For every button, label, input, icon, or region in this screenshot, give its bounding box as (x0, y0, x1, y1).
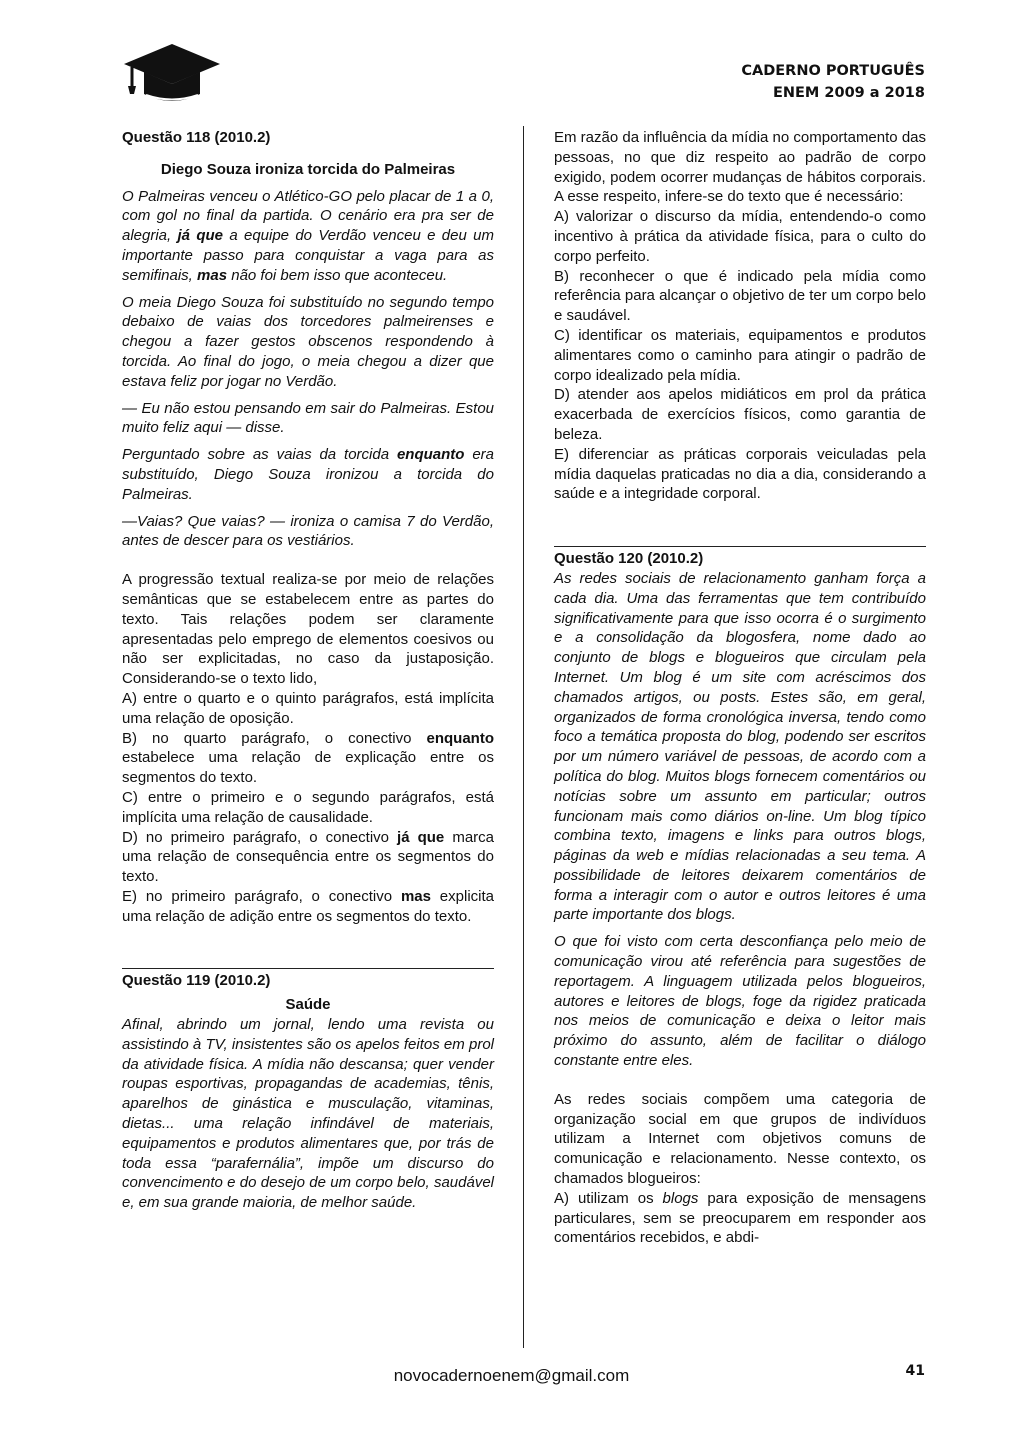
text: Perguntado sobre as vaias da torcida (122, 446, 397, 464)
page-number: 41 (905, 1363, 925, 1379)
footer-email: novocadernoenem@gmail.com (393, 1366, 630, 1385)
q120-stem: As redes sociais compõem uma categoria de organização social em que grupos de indivíduos utilizam a Internet com objetivos comuns de comunicação e relacionamento. Nesse contexto, os chamados blogueiros: (554, 1090, 926, 1188)
q120-paragraph-1: As redes sociais de relacionamento ganham força a cada dia. Uma das ferramentas que tem contribuído significativamente para que isso ocorra é o surgimento e a consolidação da blogosfera, nome dado ao conjunto de blogs e blogueiros que circulam pela Internet. Um blog é um site com acréscimos dos chamados artigos, ou posts. Estes são, em geral, organizados de forma cronológica inversa, tendo como foco a temática proposta do blog, podendo ser escritos por um número variável de pessoas, de acordo com a política do blog. Muitos blogs fornecem comentários ou notícias sobre um assunto em particular; outros funcionam mais como diários on-line. Um blog típico combina texto, imagens e links para outros blogs, páginas da web e mídias relacionadas a seu tema. A possibilidade de leitores deixarem comentários de forma a interagir com o autor e outros leitores é uma parte importante dos blogs. (554, 569, 926, 924)
q118-option-d (122, 828, 494, 887)
column-divider (523, 126, 524, 1348)
q118-option-a: A) entre o quarto e o quinto parágrafos, está implícita uma relação de oposição. (122, 689, 494, 727)
text: marca uma relação de consequência entre os segmentos do texto. (122, 828, 494, 886)
text: B) no quarto parágrafo, o conectivo (122, 729, 427, 747)
q119-option-a: A) valorizar o discurso da mídia, entendendo-o como incentivo à prática da atividade física, para o culto do corpo perfeito. (554, 208, 926, 265)
text: A) utilizam os (554, 1189, 663, 1207)
graduation-cap-logo (122, 42, 222, 106)
question-118-title: Diego Souza ironiza torcida do Palmeiras (160, 160, 456, 178)
q118-stem: A progressão textual realiza-se por meio de relações semânticas que se estabelecem entre as partes do texto. Tais relações podem ser claramente apresentadas pelo emprego de elementos coesivos ou não ser explicitadas, no caso da justaposição. Considerando-se o texto lido, (122, 571, 494, 688)
q118-paragraph-4 (122, 445, 494, 504)
q119-option-d: D) atender aos apelos midiáticos em prol da prática exacerbada de exercícios físicos, como garantia de beleza. (554, 386, 926, 443)
text: enquanto (426, 729, 494, 747)
q119-option-e: E) diferenciar as práticas corporais veiculadas pela mídia daquelas praticadas no dia a dia, considerando a saúde e a integridade corporal. (554, 445, 926, 503)
text: a equipe do Verdão venceu e deu um importante passo para conquistar a vaga para as semifinais, (122, 227, 494, 284)
text: blogs (662, 1189, 699, 1207)
text: explicita uma relação de adição entre os segmentos do texto. (122, 887, 494, 925)
q118-paragraph-3: — Eu não estou pensando em sair do Palmeiras. Estou muito feliz aqui — disse. (122, 399, 494, 437)
q120-paragraph-2: O que foi visto com certa desconfiança pelo meio de comunicação virou até referência para sugestões de reportagem. A linguagem utilizada pelos blogueiros, autores e leitores de blogs, foge da rigidez praticada nos meios de comunicação e deixa o leitor mais próximo do assunto, além de facilitar o diálogo constante entre eles. (554, 933, 926, 1070)
text: era substituído, Diego Souza ironizou a torcida do Palmeiras. (122, 446, 494, 503)
question-120-label: Questão 120 (2010.2) (554, 550, 704, 568)
q120-separator (554, 546, 926, 569)
q118-paragraph-5: —Vaias? Que vaias? — ironiza o camisa 7 do Verdão, antes de descer para os vestiários. (122, 512, 494, 550)
q119-text: Afinal, abrindo um jornal, lendo uma revista ou assistindo à TV, insistentes são os apelos feitos em prol da atividade física. A mídia não descansa; quer vender roupas esportivas, propagandas de academias, tênis, aparelhos de ginástica e musculação, vitaminas, dietas... uma relação infindável de materiais, equipamentos e produtos alimentares que, por trás de toda essa “parafernália”, impõe um discurso do convencimento e do desejo de um corpo belo, saudável e, em sua grande maioria, de melhor saúde. (122, 1016, 494, 1212)
question-118-label: Questão 118 (2010.2) (122, 129, 271, 146)
connective-ja-que: já que (177, 227, 224, 245)
text: estabelece uma relação de explicação entre os segmentos do texto. (122, 749, 494, 787)
text: E) no primeiro parágrafo, o conectivo (122, 887, 401, 905)
header-subtitle: ENEM 2009 a 2018 (772, 85, 925, 101)
text: O Palmeiras venceu o Atlético-GO pelo placar de 1 a 0, com gol no final da partida. O cenário era pra ser de alegria, (122, 187, 494, 245)
connective-enquanto: enquanto (396, 446, 465, 464)
header-title: CADERNO PORTUGUÊS (741, 63, 925, 79)
q119-stem: Em razão da influência da mídia no comportamento das pessoas, no que diz respeito ao padrão de corpo exigido, podem ocorrer mudanças de hábitos corporais. A esse respeito, infere-se do texto que é necessário: (554, 129, 926, 206)
q119-separator (122, 968, 494, 991)
text: mas (400, 887, 431, 905)
left-column (122, 128, 494, 1213)
right-column (554, 128, 926, 1248)
text: D) no primeiro parágrafo, o conectivo (122, 828, 398, 846)
q118-paragraph-2: O meia Diego Souza foi substituído no segundo tempo debaixo de vaias dos torcedores palmeirenses e chegou a fazer gestos obscenos respondendo à torcida. Ao final do jogo, o meia chegou a dizer que estava feliz por jogar no Verdão. (122, 293, 494, 390)
question-119-label: Questão 119 (2010.2) (122, 972, 271, 990)
q119-option-b: B) reconhecer o que é indicado pela mídia como referência para alcançar o objetivo de ter um corpo belo e saudável. (554, 267, 926, 325)
q118-option-c: C) entre o primeiro e o segundo parágrafos, está implícita uma relação de causalidade. (122, 788, 494, 826)
connective-mas: mas (197, 266, 228, 284)
q118-option-e (122, 887, 494, 927)
q118-paragraph-1 (122, 187, 494, 286)
text: já que (397, 828, 445, 846)
page-header (741, 60, 925, 104)
question-119-title: Saúde (285, 996, 331, 1014)
text: não foi bem isso que aconteceu. (227, 266, 448, 284)
q119-option-c: C) identificar os materiais, equipamentos e produtos alimentares como o caminho para atingir o padrão de corpo idealizado pela mídia. (554, 326, 926, 384)
q120-option-a (554, 1189, 926, 1248)
text: para exposição de mensagens particulares, sem se preocuparem em responder aos comentários recebidos, e abdi- (554, 1189, 926, 1247)
q118-option-b (122, 729, 494, 788)
